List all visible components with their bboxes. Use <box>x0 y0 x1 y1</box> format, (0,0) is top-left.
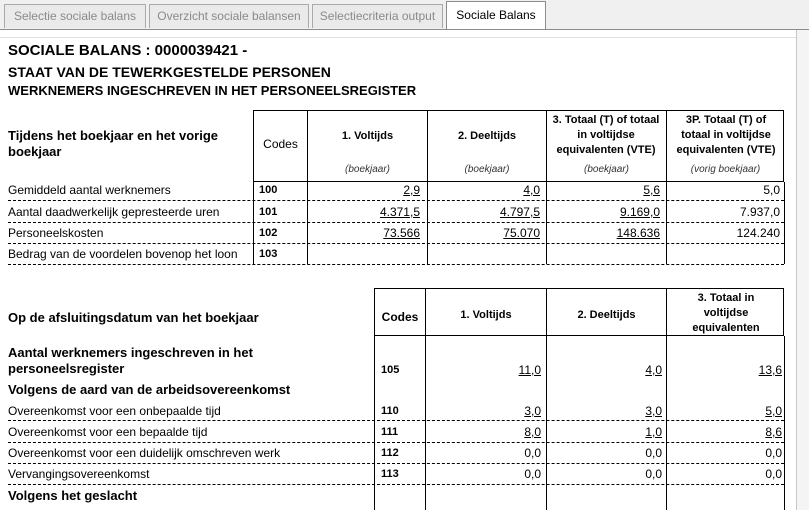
tab-overzicht-sociale-balansen[interactable]: Overzicht sociale balansen <box>149 4 309 28</box>
row-code: 112 <box>381 447 399 459</box>
table-during-year <box>0 110 797 265</box>
value-cell[interactable]: 7.937,0 <box>739 205 780 219</box>
value-cell[interactable]: 73.566 <box>383 226 420 240</box>
table1-heading: Tijdens het boekjaar en het vorige boekjaar <box>8 128 218 159</box>
group-heading: Volgens het geslacht <box>8 488 138 503</box>
table-at-closing-date <box>0 288 797 510</box>
value-cell[interactable]: 5,0 <box>765 404 782 418</box>
row-label: Bedrag van de voordelen bovenop het loon <box>8 247 238 261</box>
value-cell[interactable]: 3,0 <box>645 404 662 418</box>
value-cell[interactable]: 148.636 <box>616 226 660 240</box>
row-label: Overeenkomst voor een onbepaalde tijd <box>8 404 221 418</box>
value-cell[interactable]: 124.240 <box>736 226 780 240</box>
value-cell[interactable]: 11,0 <box>518 363 541 377</box>
row-code: 102 <box>259 227 278 239</box>
row-divider <box>8 463 784 464</box>
col-totaal-vorig-sub: (vorig boekjaar) <box>690 164 761 175</box>
tab-sociale-balans[interactable]: Sociale Balans <box>446 1 546 30</box>
row-label: Personeelskosten <box>8 226 104 240</box>
report-panel[interactable] <box>0 30 797 510</box>
row-code: 113 <box>381 468 399 480</box>
row-divider <box>8 222 784 223</box>
value-cell[interactable]: 0,0 <box>524 446 541 460</box>
tab-selectiecriteria-output[interactable]: Selectiecriteria output <box>312 4 443 28</box>
row-code: 111 <box>381 426 399 438</box>
col-totaal-header: 3. Totaal in voltijdse equivalenten <box>692 292 760 334</box>
row-code: 110 <box>381 405 399 417</box>
row-divider <box>8 200 784 201</box>
row-code: 105 <box>381 364 400 376</box>
row-divider <box>8 243 784 244</box>
col-totaal-sub: (boekjaar) <box>583 164 630 175</box>
row-divider <box>8 264 784 265</box>
value-cell[interactable]: 0,0 <box>765 467 782 481</box>
report-subtitle: STAAT VAN DE TEWERKGESTELDE PERSONEN <box>8 64 331 80</box>
divider <box>0 37 797 38</box>
column-divider <box>253 182 254 264</box>
value-cell[interactable]: 0,0 <box>645 446 662 460</box>
value-cell[interactable]: 8,0 <box>524 425 541 439</box>
col-deeltijds-header: 2. Deeltijds <box>457 130 517 142</box>
page-title: SOCIALE BALANS : 0000039421 - <box>8 42 248 59</box>
value-cell[interactable]: 4.797,5 <box>499 205 540 219</box>
col-totaal-header: 3. Totaal (T) of totaal in voltijdse equivalenten (VTE) <box>552 114 660 156</box>
codes-header: Codes <box>381 310 419 324</box>
value-cell[interactable]: 0,0 <box>524 467 541 481</box>
value-cell[interactable]: 9.169,0 <box>619 205 660 219</box>
row-code: 101 <box>259 206 278 218</box>
value-cell[interactable]: 5,0 <box>763 183 780 197</box>
row-label: Gemiddeld aantal werknemers <box>8 183 171 197</box>
row-label: Aantal daadwerkelijk gepresteerde uren <box>8 205 220 219</box>
column-divider <box>784 182 785 264</box>
value-cell[interactable]: 13,6 <box>758 363 782 377</box>
row-divider <box>8 484 784 485</box>
value-cell[interactable]: 0,0 <box>645 467 662 481</box>
value-cell[interactable]: 8,6 <box>765 425 782 439</box>
scrollbar[interactable] <box>797 30 809 510</box>
value-cell[interactable]: 4,0 <box>523 183 540 197</box>
row-code: 100 <box>259 184 278 196</box>
row-label: Overeenkomst voor een duidelijk omschreven werk <box>8 446 281 460</box>
value-cell[interactable]: 4,0 <box>645 363 662 377</box>
section-title: WERKNEMERS INGESCHREVEN IN HET PERSONEELSREGISTER <box>8 83 417 98</box>
group-heading: Volgens de aard van de arbeidsovereenkomst <box>8 382 291 397</box>
row-divider <box>8 420 784 421</box>
row-label: Aantal werknemers ingeschreven in het personeelsregister <box>8 345 253 376</box>
row-label: Overeenkomst voor een bepaalde tijd <box>8 425 208 439</box>
value-cell[interactable]: 1,0 <box>645 425 662 439</box>
col-totaal-vorig-header: 3P. Totaal (T) of totaal in voltijdse equivalenten (VTE) <box>676 114 776 156</box>
row-divider <box>8 442 784 443</box>
col-deeltijds-header: 2. Deeltijds <box>577 309 636 321</box>
value-cell[interactable]: 2,9 <box>403 183 420 197</box>
value-cell[interactable]: 3,0 <box>524 404 541 418</box>
table2-heading: Op de afsluitingsdatum van het boekjaar <box>8 310 259 325</box>
codes-header: Codes <box>263 137 298 151</box>
value-cell[interactable]: 5,6 <box>643 183 660 197</box>
col-voltijds-header: 1. Voltijds <box>341 130 394 142</box>
tab-bar <box>0 0 809 30</box>
tab-selectie-sociale-balans[interactable]: Selectie sociale balans <box>4 4 146 28</box>
col-voltijds-header: 1. Voltijds <box>460 309 512 321</box>
value-cell[interactable]: 75.070 <box>503 226 540 240</box>
col-deeltijds-sub: (boekjaar) <box>464 164 510 175</box>
value-cell[interactable]: 0,0 <box>765 446 782 460</box>
value-cell[interactable]: 4.371,5 <box>379 205 420 219</box>
column-divider <box>784 336 785 510</box>
row-code: 103 <box>259 248 278 260</box>
col-voltijds-sub: (boekjaar) <box>344 164 391 175</box>
row-label: Vervangingsovereenkomst <box>8 467 150 481</box>
